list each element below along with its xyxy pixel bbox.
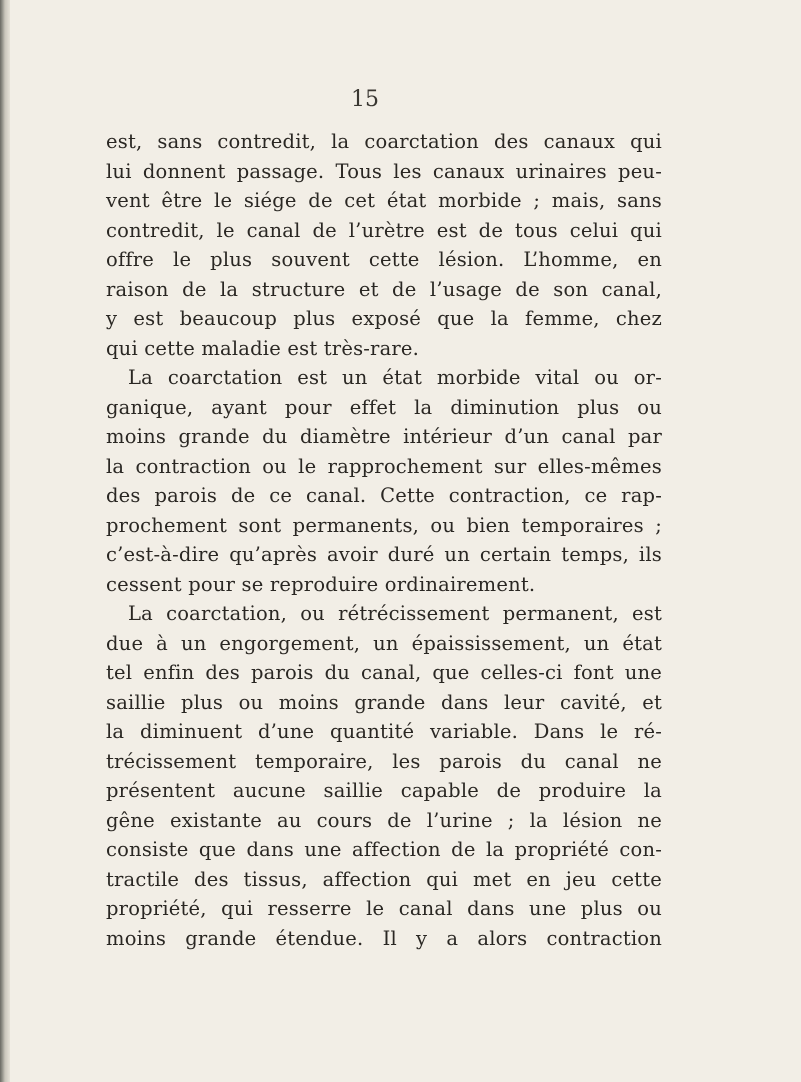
text-line-14: prochement sont permanents, ou bien temporaires ; [106, 513, 662, 537]
text-line-10: ganique, ayant pour effet la diminution plus ou [106, 395, 662, 419]
text-line-23: présentent aucune saillie capable de produire la [106, 779, 662, 802]
text-line-17: La coarctation, ou rétrécissement permanent, est [128, 602, 662, 625]
text-line-19: tel enfin des parois du canal, que celles-ci font une [106, 661, 662, 684]
text-line-27: propriété, qui resserre le canal dans une plus ou [106, 897, 662, 920]
text-line-15: c’est-à-dire qu’après avoir duré un certain temps, ils [106, 543, 662, 566]
text-line-21: la diminuent d’une quantité variable. Dans le ré- [106, 720, 662, 743]
text-line-26: tractile des tissus, affection qui met en jeu cette [106, 867, 662, 891]
page-number: 15 [351, 87, 379, 112]
text-line-25: consiste que dans une affection de la propriété con- [106, 838, 662, 861]
text-line-16: cessent pour se reproduire ordinairement. [106, 572, 536, 596]
book-page [10, 0, 801, 1082]
text-line-2: lui donnent passage. Tous les canaux urinaires peu- [106, 159, 662, 183]
text-line-7: y est beaucoup plus exposé que la femme, chez [106, 307, 662, 330]
text-line-3: vent être le siége de cet état morbide ; mais, sans [106, 189, 662, 212]
text-line-12: la contraction ou le rapprochement sur elles-mêmes [106, 454, 662, 478]
text-line-8: qui cette maladie est très-rare. [106, 336, 420, 360]
text-line-4: contredit, le canal de l’urètre est de tous celui qui [106, 218, 662, 242]
text-line-20: saillie plus ou moins grande dans leur cavité, et [106, 690, 662, 714]
book-binding-edge [0, 0, 10, 1082]
text-line-6: raison de la structure et de l’usage de son canal, [106, 277, 662, 301]
text-line-28: moins grande étendue. Il y a alors contraction [106, 926, 662, 950]
text-line-13: des parois de ce canal. Cette contraction, ce rap- [106, 484, 662, 507]
text-line-22: trécissement temporaire, les parois du canal ne [106, 749, 662, 773]
text-line-1: est, sans contredit, la coarctation des canaux qui [106, 130, 662, 153]
text-line-5: offre le plus souvent cette lésion. L’homme, en [106, 248, 662, 271]
text-line-18: due à un engorgement, un épaississement, un état [106, 631, 662, 655]
text-line-11: moins grande du diamètre intérieur d’un canal par [106, 425, 662, 448]
text-line-9: La coarctation est un état morbide vital ou or- [128, 366, 662, 389]
text-line-24: gêne existante au cours de l’urine ; la lésion ne [106, 808, 662, 832]
